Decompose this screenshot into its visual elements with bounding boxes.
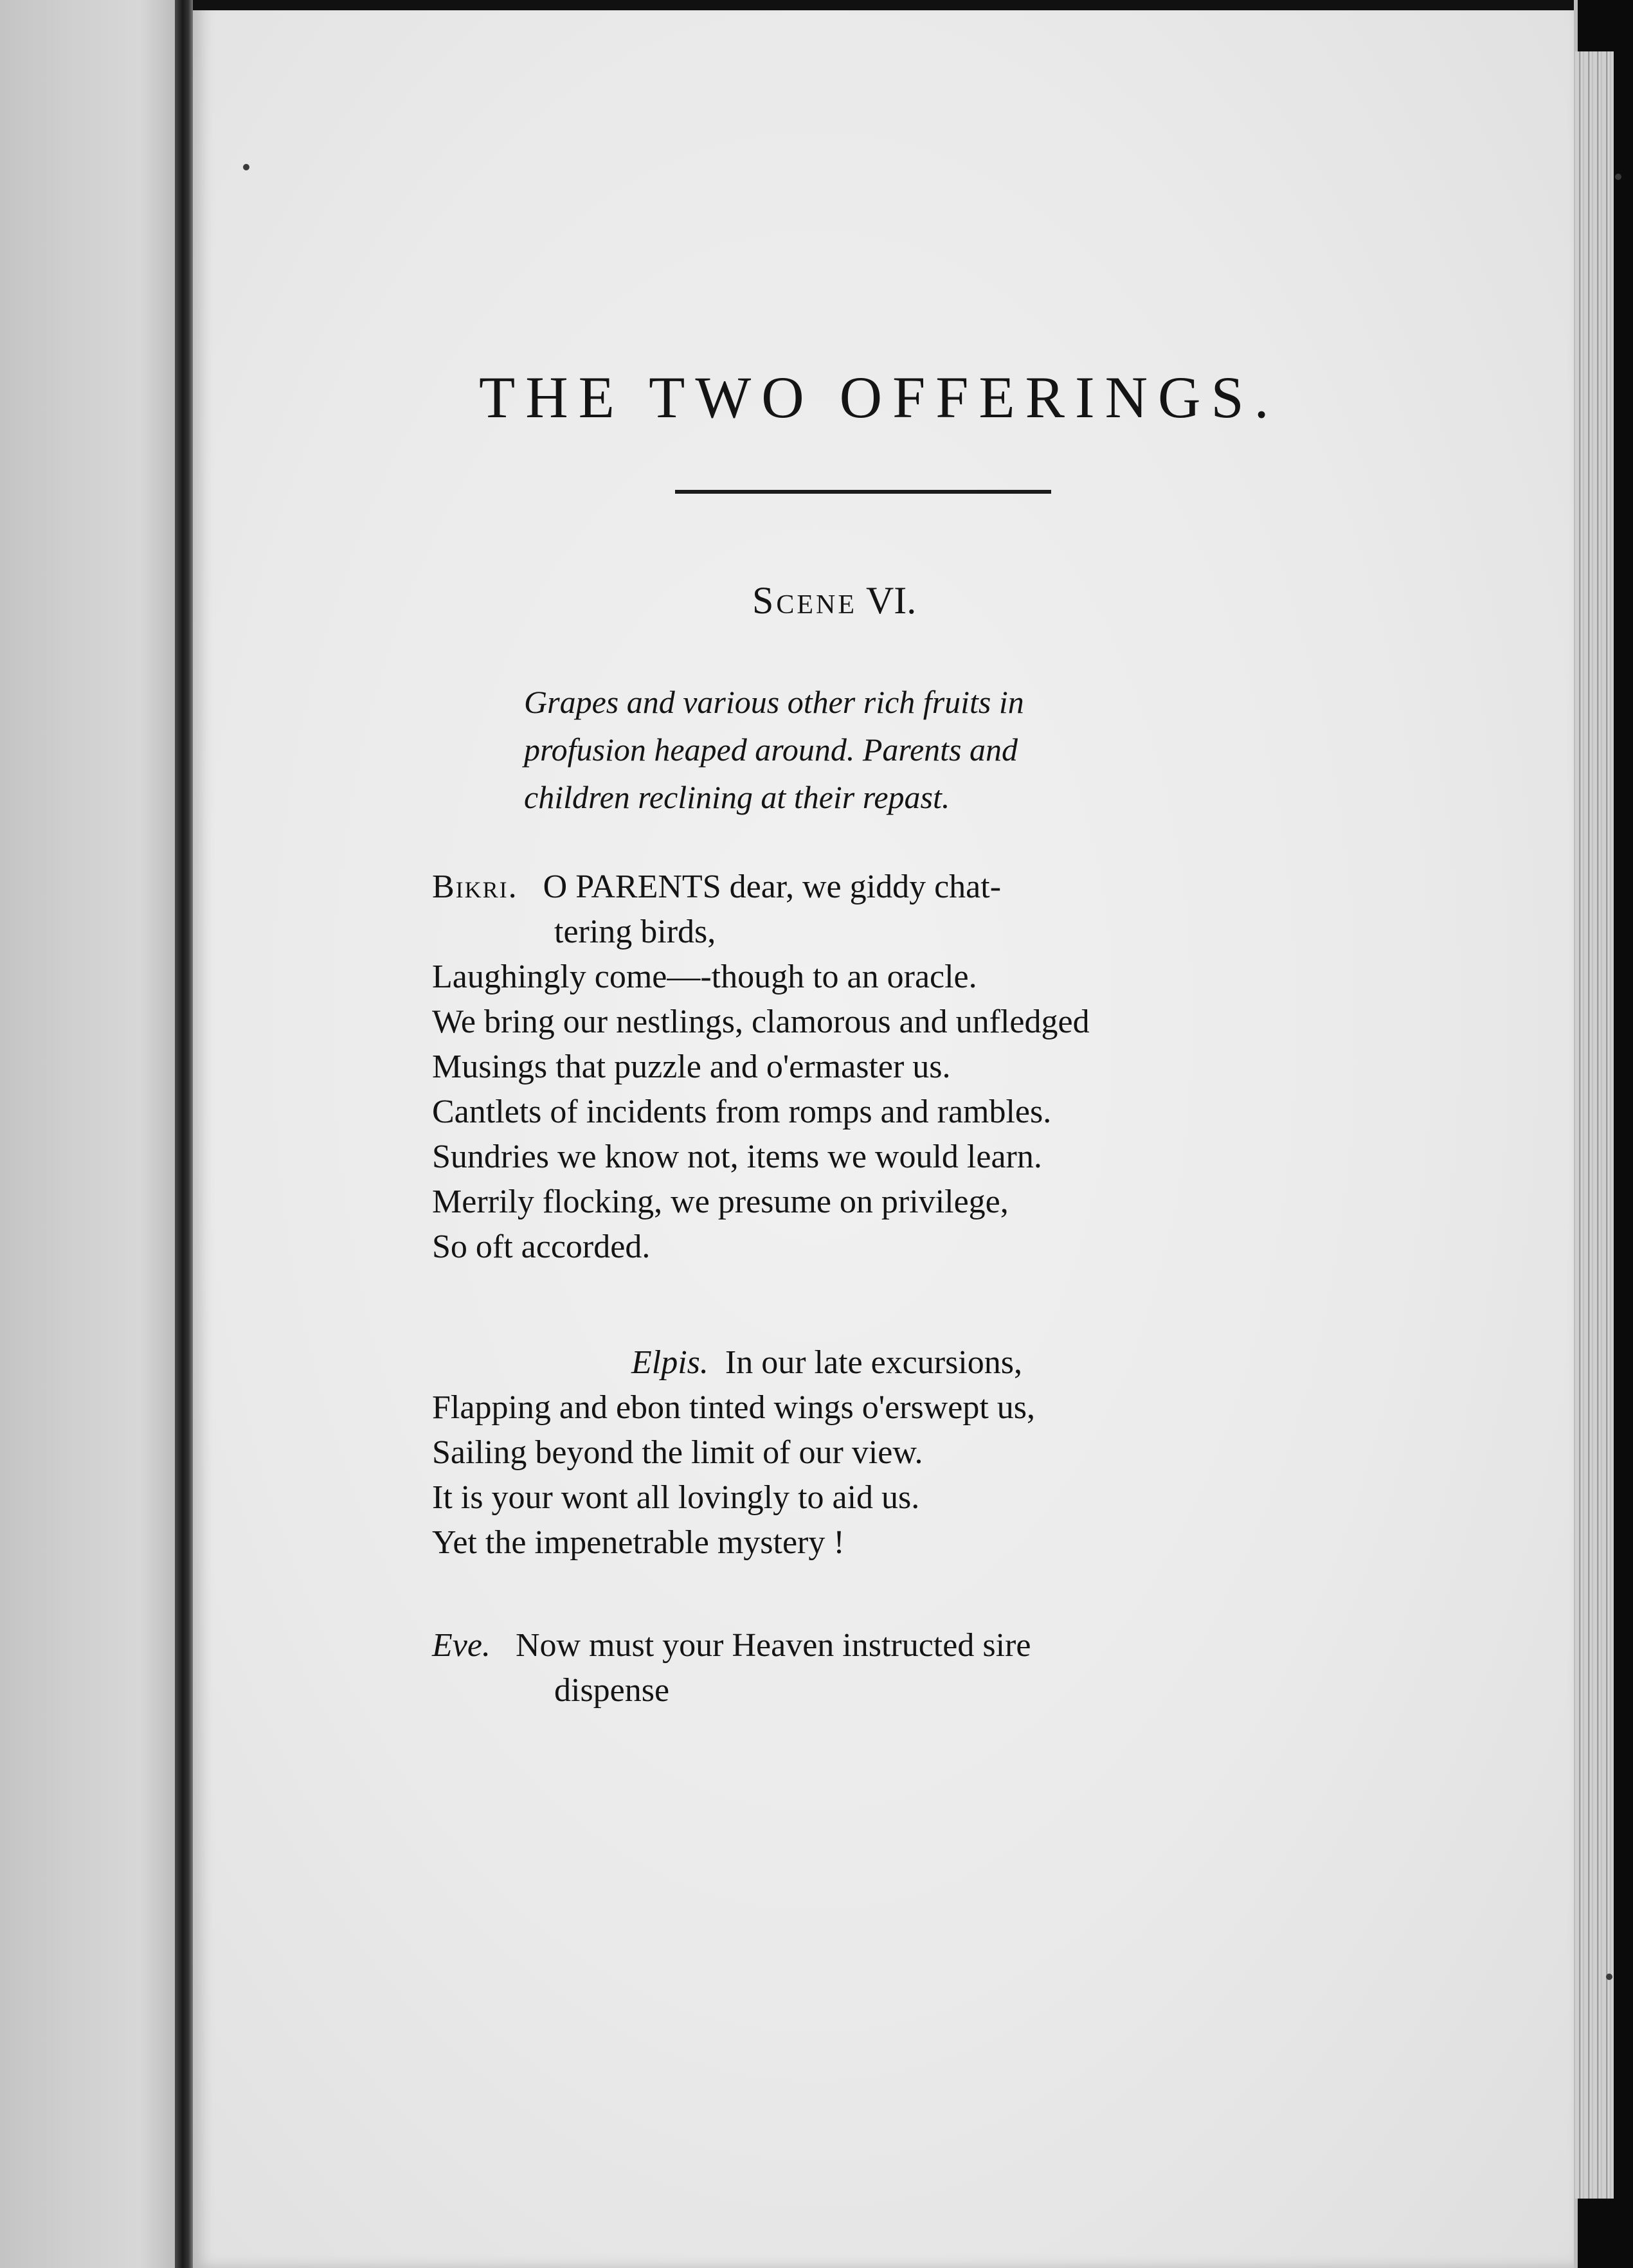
paper-speck: [1615, 174, 1621, 180]
verse-line: We bring our nestlings, clamorous and unfledged: [432, 1004, 1090, 1040]
paper-speck: [243, 164, 249, 170]
stage-direction-line: children reclining at their repast.: [524, 779, 950, 815]
verse-line: tering birds,: [554, 914, 716, 950]
speech-elpis: [432, 1340, 1035, 1565]
verse-line: [432, 865, 1090, 910]
verse-line: Sundries we know not, items we would learn.: [432, 1138, 1042, 1175]
verse-text: O PARENTS dear, we giddy chat-: [543, 869, 1002, 905]
speech-bikri: [432, 865, 1090, 1270]
paper-speck: [1606, 1974, 1612, 1980]
speaker-name: Bikri.: [432, 869, 518, 905]
stage-direction: [524, 678, 1244, 821]
scene-label: Scene: [752, 579, 858, 622]
scene-number: VI.: [865, 579, 917, 622]
verse-line: Musings that puzzle and o'ermaster us.: [432, 1048, 951, 1085]
verse-text: Now must your Heaven instructed sire: [515, 1627, 1031, 1664]
facing-page-edge: [0, 0, 175, 2268]
stage-direction-line: profusion heaped around. Parents and: [524, 732, 1018, 768]
verse-line: [432, 1623, 1031, 1668]
speech-eve: [432, 1623, 1031, 1713]
page-title: THE TWO OFFERINGS.: [479, 364, 1279, 430]
verse-line: Yet the impenetrable mystery !: [432, 1524, 845, 1561]
title-rule: [675, 490, 1051, 494]
page-edges: [1575, 51, 1614, 2199]
verse-line: Laughingly come—-though to an oracle.: [432, 959, 977, 995]
verse-line: dispense: [554, 1672, 670, 1709]
verse-line: So oft accorded.: [432, 1228, 651, 1265]
scene-heading: [752, 579, 916, 623]
verse-line: Flapping and ebon tinted wings o'erswept us,: [432, 1389, 1036, 1426]
verse-text: In our late excursions,: [725, 1344, 1022, 1381]
stage-direction-line: Grapes and various other rich fruits in: [524, 684, 1024, 720]
book-gutter: [175, 0, 194, 2268]
verse-line: [432, 1340, 1035, 1385]
scan-border: [193, 0, 1574, 10]
verse-line: Cantlets of incidents from romps and rambles.: [432, 1094, 1052, 1130]
verse-line: It is your wont all lovingly to aid us.: [432, 1479, 920, 1516]
speaker-name: Eve.: [432, 1627, 491, 1664]
speaker-name: Elpis.: [631, 1344, 708, 1381]
verse-line: Sailing beyond the limit of our view.: [432, 1434, 923, 1471]
verse-line: Merrily flocking, we presume on privilege,: [432, 1184, 1009, 1220]
